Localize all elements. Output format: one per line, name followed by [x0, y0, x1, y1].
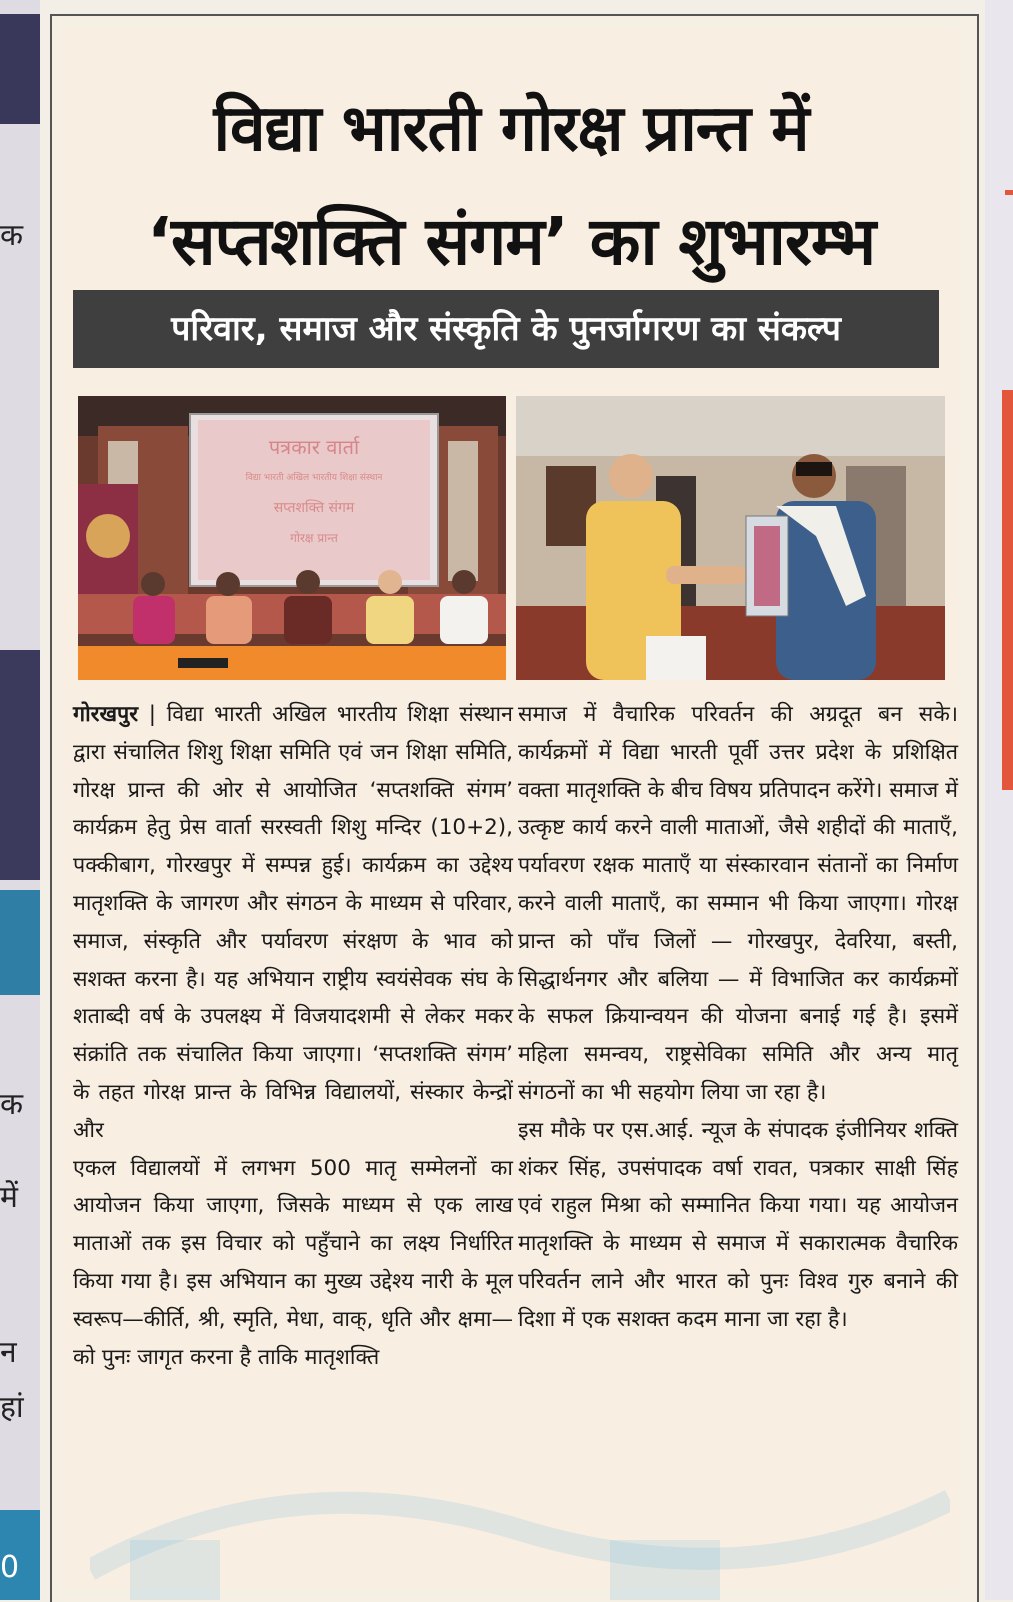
article-column-1	[73, 696, 513, 1376]
article-column-2	[518, 696, 958, 1339]
adjacent-text-fragment: न	[0, 1335, 17, 1370]
screen-event-name: सप्तशक्ति संगम	[273, 500, 355, 516]
adjacent-text-fragment: क	[0, 218, 24, 253]
screen-title: पत्रकार वार्ता	[268, 435, 360, 459]
press-conference-photo	[78, 396, 506, 680]
adjacent-text-fragment: में	[0, 1180, 18, 1215]
adjacent-text-fragment: 0	[0, 1550, 20, 1585]
headline-line-2: ‘सप्तशक्ति संगम’ का शुभारम्भ	[146, 203, 876, 280]
article-paragraph: इस मौके पर एस.आई. न्यूज के संपादक इंजीनियर शक्ति शंकर सिंह, उपसंपादक वर्षा रावत, पत्रकार साक्षी सिंह एवं राहुल मिश्रा को सम्मानित किया गया। यह आयोजन मातृशक्ति के माध्यम से समाज में सकारात्मक वैचारिक परिवर्तन लाने और भारत को पुनः विश्व गुरु बनाने की दिशा में एक सशक्त कदम माना जा रहा है।	[518, 1117, 958, 1332]
felicitation-photo	[516, 396, 945, 680]
article-text: | विद्या भारती अखिल भारतीय शिक्षा संस्थान द्वारा संचालित शिशु शिक्षा समिति एवं जन शिक्षा समिति, गोरक्ष प्रान्त की ओर से आयोजित ‘सप्तशक्ति संगम’ कार्यक्रम हेतु प्रेस वार्ता सरस्वती शिशु मन्दिर (10+2), पक्कीबाग, गोरखपुर में सम्पन्न हुई। कार्यक्रम का उद्देश्य मातृशक्ति के जागरण और संगठन के माध्यम से परिवार, समाज, संस्कृति और पर्यावरण संरक्षण के भाव को सशक्त करना है। यह अभियान राष्ट्रीय स्वयंसेवक संघ के शताब्दी वर्ष के उपलक्ष्य में विजयादशमी से लेकर मकर संक्रांति तक संचालित किया जाएगा। ‘सप्तशक्ति संगम’ के तहत गोरक्ष प्रान्त के विभिन्न विद्यालयों, संस्कार केन्द्रों और	[73, 702, 513, 1143]
adjacent-color-block	[0, 650, 40, 880]
subheadline-banner: परिवार, समाज और संस्कृति के पुनर्जागरण का संकल्प	[73, 290, 939, 368]
adjacent-text-fragment: क	[0, 1087, 24, 1122]
article-paragraph	[73, 696, 513, 1150]
adjacent-page-right	[985, 0, 1013, 1600]
headline-line-1: विद्या भारती गोरक्ष प्रान्त में	[213, 92, 809, 166]
adjacent-accent-bar	[1002, 390, 1013, 790]
screen-region-name: गोरक्ष प्रान्त	[290, 531, 338, 545]
article-paragraph: एकल विद्यालयों में लगभग 500 मातृ सम्मेलनों का आयोजन किया जाएगा, जिसके माध्यम से एक लाख माताओं तक इस विचार को पहुँचाने का लक्ष्य निर्धारित किया गया है। इस अभियान का मुख्य उद्देश्य नारी के मूल स्वरूप—कीर्ति, श्री, स्मृति, मेधा, वाक्, धृति और क्षमा—को पुनः जागृत करना है ताकि मातृशक्ति	[73, 1155, 513, 1370]
dateline: गोरखपुर	[73, 702, 139, 727]
article-paragraph: समाज में वैचारिक परिवर्तन की अग्रदूत बन सके। कार्यक्रमों में विद्या भारती पूर्वी उत्तर प्रदेश के प्रशिक्षित वक्ता मातृशक्ति के बीच विषय प्रतिपादन करेंगे। समाज में उत्कृष्ट कार्य करने वाली माताओं, जैसे शहीदों की माताएँ, पर्यावरण रक्षक माताएँ या संस्कारवान संतानों का निर्माण करने वाली माताएँ, का सम्मान भी किया जाएगा। गोरक्ष प्रान्त को पाँच जिलों — गोरखपुर, देवरिया, बस्ती, सिद्धार्थनगर और बलिया — में विभाजित कर कार्यक्रमों के सफल क्रियान्वयन की योजना बनाई गई है। इसमें महिला समन्वय, राष्ट्रसेविका समिति और अन्य मातृ संगठनों का भी सहयोग लिया जा रहा है।	[518, 702, 958, 1105]
adjacent-color-block	[0, 14, 40, 124]
adjacent-color-block	[0, 890, 40, 995]
screen-subtitle: विद्या भारती अखिल भारतीय शिक्षा संस्थान	[245, 473, 383, 483]
felicitation-illustration	[516, 396, 945, 680]
adjacent-text-fragment: हां	[0, 1390, 24, 1425]
adjacent-accent-line	[1005, 190, 1013, 195]
press-conference-illustration	[78, 396, 506, 680]
